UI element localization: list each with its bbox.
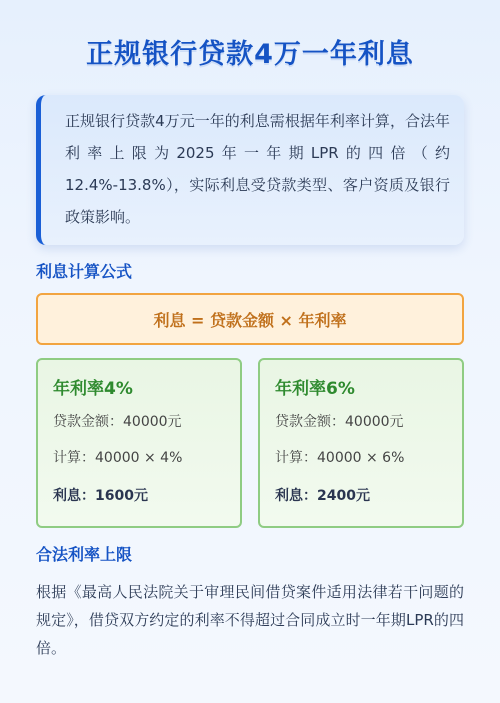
example-card-4-percent [36, 358, 242, 528]
example-card-6-percent [258, 358, 464, 528]
card-calculation: 计算：40000 × 6% [275, 450, 405, 466]
card-amount: 贷款金额：40000元 [275, 414, 404, 430]
formula-box: 利息 = 贷款金额 × 年利率 [36, 293, 464, 345]
card-result: 利息：1600元 [53, 488, 148, 504]
card-title: 年利率6% [275, 379, 355, 399]
card-calculation: 计算：40000 × 4% [53, 450, 183, 466]
card-title: 年利率4% [53, 379, 133, 399]
page-title: 正规银行贷款4万一年利息 [86, 39, 414, 70]
card-amount: 贷款金额：40000元 [53, 414, 182, 430]
card-result: 利息：2400元 [275, 488, 370, 504]
intro-box: 正规银行贷款4万元一年的利息需根据年利率计算，合法年利率上限为2025年一年期LPR的四倍（约12.4%-13.8%），实际利息受贷款类型、客户资质及银行政策影响。 [36, 95, 464, 245]
formula-heading: 利息计算公式 [36, 262, 133, 281]
legal-text: 根据《最高人民法院关于审理民间借贷案件适用法律若干问题的规定》，借贷双方约定的利率不得超过合同成立时一年期LPR的四倍。 [36, 583, 464, 657]
legal-heading: 合法利率上限 [36, 545, 133, 564]
